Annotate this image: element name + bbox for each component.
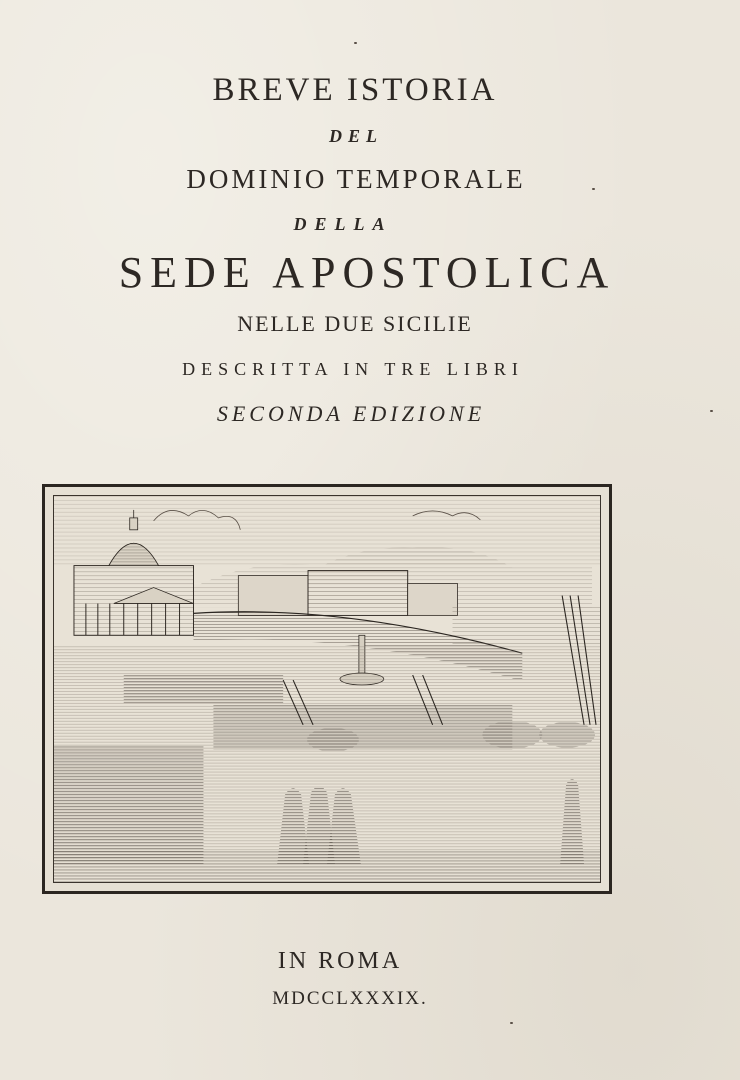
- title-line-sede-apostolica: SEDE APOSTOLICA: [118, 248, 616, 297]
- title-line-della: DELLA: [293, 214, 393, 234]
- vignette-inner-frame: [53, 495, 601, 883]
- title-line-descritta: DESCRITTA IN TRE LIBRI: [182, 359, 524, 379]
- paper-speck: [354, 42, 357, 44]
- paper-speck: [710, 410, 713, 412]
- title-line-nelle-due-sicilie: NELLE DUE SICILIE: [237, 311, 473, 336]
- title-line-dominio-temporale: DOMINIO TEMPORALE: [186, 164, 526, 194]
- title-line-breve-istoria: BREVE ISTORIA: [212, 72, 498, 108]
- paper-speck: [510, 1022, 513, 1024]
- imprint-year: MDCCLXXXIX.: [272, 988, 428, 1009]
- imprint-place: IN ROMA: [277, 948, 403, 974]
- engraved-vignette: [42, 484, 612, 894]
- paper-speck: [592, 188, 595, 190]
- edition-line: SECONDA EDIZIONE: [216, 401, 486, 426]
- title-line-del: DEL: [329, 126, 383, 146]
- vignette-st-peters-square-illustration: [54, 496, 600, 882]
